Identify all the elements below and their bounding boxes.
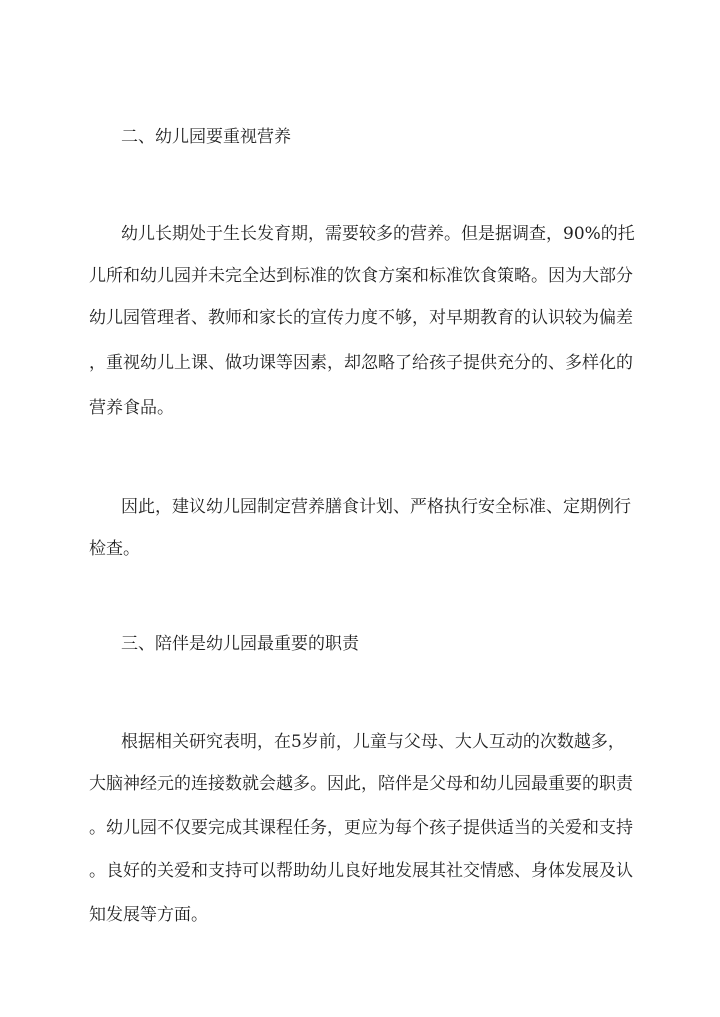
paragraph-line: ，重视幼儿上课、做功课等因素，却忽略了给孩子提供充分的、多样化的 (89, 353, 633, 373)
paragraph-line: 。幼儿园不仅要完成其课程任务，更应为每个孩子提供适当的关爱和支持 (89, 818, 633, 838)
paragraph-line: 。良好的关爱和支持可以帮助幼儿良好地发展其社交情感、身体发展及认 (89, 861, 633, 881)
paragraph-line: 大脑神经元的连接数就会越多。因此，陪伴是父母和幼儿园最重要的职责 (89, 774, 633, 794)
paragraph-line: 儿所和幼儿园并未完全达到标准的饮食方案和标准饮食策略。因为大部分 (89, 266, 633, 286)
paragraph-line: 检查。 (89, 539, 140, 559)
paragraph-line: 幼儿长期处于生长发育期，需要较多的营养。但是据调查，90%的托 (121, 224, 635, 244)
section-heading: 二、幼儿园要重视营养 (121, 127, 291, 147)
paragraph-line: 幼儿园管理者、教师和家长的宣传力度不够，对早期教育的认识较为偏差 (89, 308, 633, 328)
paragraph-line: 因此，建议幼儿园制定营养膳食计划、严格执行安全标准、定期例行 (121, 497, 631, 517)
paragraph-line: 营养食品。 (89, 398, 174, 418)
paragraph-line: 根据相关研究表明，在5岁前，儿童与父母、大人互动的次数越多， (121, 732, 625, 752)
paragraph-line: 知发展等方面。 (89, 905, 208, 925)
section-heading: 三、陪伴是幼儿园最重要的职责 (121, 634, 359, 654)
